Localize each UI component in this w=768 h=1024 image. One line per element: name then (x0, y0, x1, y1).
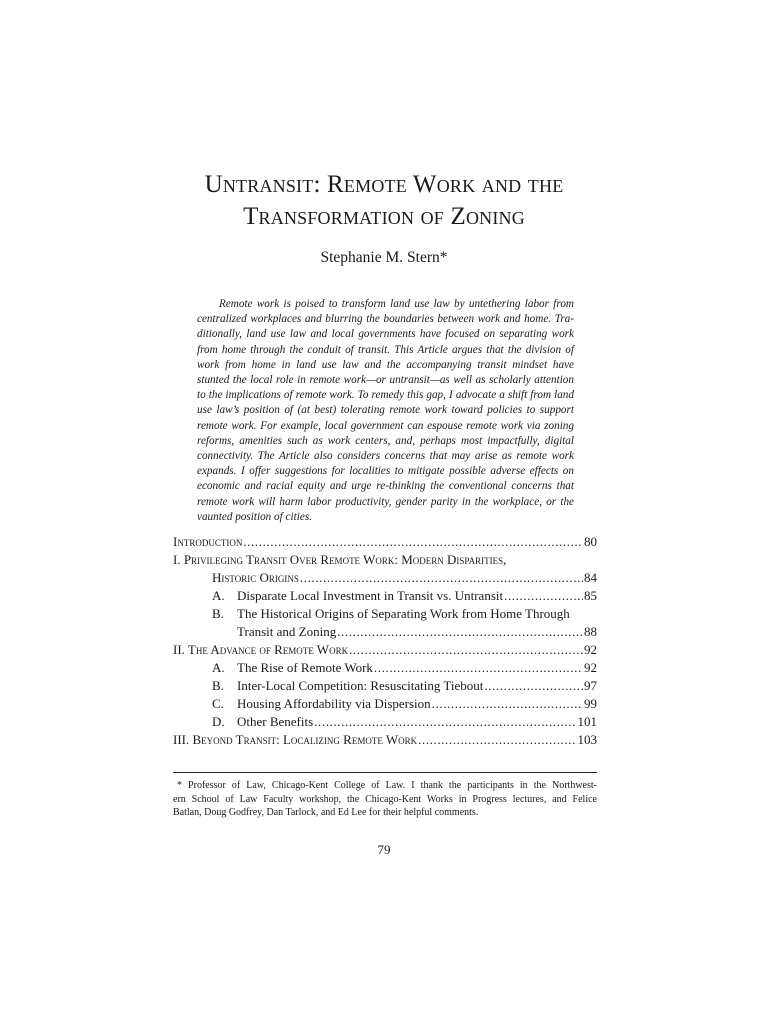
toc-leader-dots (300, 569, 583, 587)
abstract-line: from home through the conduit of transit. This Article argues that the division of (197, 343, 574, 356)
toc-entry-label: Transit and Zoning (237, 624, 337, 639)
toc-entry-label: The Historical Origins of Separating Work from Home Through (237, 606, 570, 621)
toc-page-number: 80 (584, 534, 597, 549)
author-name: Stephanie M. Stern* (320, 249, 448, 266)
toc-entry-label: Introduction (173, 534, 243, 549)
abstract-line: connectivity. The Article also considers concerns that may arise as remote work (197, 450, 574, 463)
table-of-contents (173, 533, 597, 749)
abstract-line: expands. I offer suggestions for localities to mitigate possible adverse effects on (197, 465, 574, 478)
toc-entry-part-2-c[interactable] (173, 695, 597, 713)
toc-entry-part-2-b[interactable] (173, 677, 597, 695)
toc-page-number: 103 (577, 732, 597, 747)
abstract (197, 297, 574, 525)
abstract-line: reforms, amenities such as work centers, and, perhaps most impactfully, digital (197, 434, 574, 447)
toc-entry-label: The Rise of Remote Work (237, 660, 373, 675)
toc-entry-introduction[interactable] (173, 533, 597, 551)
abstract-line: stunted the local role in remote work—or untransit—as well as scholarly attention (197, 374, 574, 387)
toc-entry-letter: B. (212, 606, 224, 621)
toc-entry-part-1-a[interactable] (173, 587, 597, 605)
toc-page-number: 85 (584, 588, 597, 603)
toc-entry-label: Historic Origins (212, 570, 299, 585)
abstract-line: ditionally, land use law and local governments have focused on separating work (197, 328, 574, 341)
toc-entry-letter: C. (212, 696, 224, 711)
abstract-line: remote work will harm labor productivity, gender parity in the workplace, or the (197, 495, 574, 508)
toc-entry-letter: A. (212, 660, 225, 675)
toc-leader-dots (243, 533, 583, 551)
toc-entry-part-2-a[interactable] (173, 659, 597, 677)
abstract-line: remote work. For example, local government can espouse remote work via zoning (197, 419, 574, 432)
author-footnote (173, 779, 597, 820)
toc-entry-part-1-b[interactable] (173, 623, 597, 641)
toc-entry-label: Inter-Local Competition: Resuscitating Tiebout (237, 678, 484, 693)
toc-leader-dots (349, 641, 583, 659)
abstract-line: economic and racial equity and urge re-thinking the conventional concerns that (197, 480, 574, 493)
toc-page-number: 84 (584, 570, 597, 585)
toc-entry-letter: D. (212, 714, 225, 729)
footnote-line: * Professor of Law, Chicago-Kent College of Law. I thank the participants in the Northwest- (177, 780, 597, 791)
page-number: 79 (377, 842, 391, 857)
toc-leader-dots (374, 659, 583, 677)
toc-entry-part-2[interactable] (173, 641, 597, 659)
toc-entry-letter: A. (212, 588, 225, 603)
toc-page-number: 88 (584, 624, 597, 639)
footnote-divider (173, 772, 597, 773)
toc-entry-part-3[interactable] (173, 731, 597, 749)
toc-leader-dots (484, 677, 583, 695)
toc-leader-dots (504, 587, 583, 605)
toc-page-number: 97 (584, 678, 597, 693)
abstract-line: work from home in land use law and the accompanying transit mindset have (197, 358, 574, 371)
article-title-line-2: Transformation of Zoning (243, 203, 525, 230)
footnote-line: ern School of Law Faculty workshop, the Chicago-Kent Works in Progress lectures, and Felice (173, 793, 597, 805)
toc-page-number: 92 (584, 642, 597, 657)
toc-entry-label: Housing Affordability via Dispersion (237, 696, 431, 711)
footnote-line: Batlan, Doug Godfrey, Dan Tarlock, and Ed Lee for their helpful comments. (173, 807, 479, 818)
toc-entry-label: III. Beyond Transit: Localizing Remote Work (173, 732, 418, 747)
toc-page-number: 92 (584, 660, 597, 675)
abstract-line: use law’s position of (at best) tolerating remote work toward policies to support (197, 404, 574, 417)
toc-entry-label: Disparate Local Investment in Transit vs. Untransit (237, 588, 504, 603)
abstract-line: to the implications of remote work. To remedy this gap, I advocate a shift from land (197, 389, 574, 402)
toc-entry-part-1[interactable] (173, 569, 597, 587)
toc-page-number: 99 (584, 696, 597, 711)
abstract-line: vaunted position of cities. (197, 510, 312, 523)
toc-entry-part-1-line-1[interactable]: I. Privileging Transit Over Remote Work: Modern Disparities, (173, 552, 507, 567)
toc-entry-label: II. The Advance of Remote Work (173, 642, 349, 657)
toc-entry-letter: B. (212, 678, 224, 693)
article-title-line-1: Untransit: Remote Work and the (204, 171, 564, 198)
toc-page-number: 101 (577, 714, 597, 729)
abstract-line: Remote work is poised to transform land use law by untethering labor from (219, 298, 574, 310)
toc-leader-dots (418, 731, 576, 749)
toc-entry-part-2-d[interactable] (173, 713, 597, 731)
toc-leader-dots (337, 623, 583, 641)
toc-leader-dots (432, 695, 583, 713)
toc-entry-label: Other Benefits (237, 714, 314, 729)
abstract-line: centralized workplaces and blurring the boundaries between work and home. Tra- (197, 313, 574, 326)
toc-entry-part-1-b-line-1[interactable] (173, 605, 597, 623)
toc-leader-dots (314, 713, 576, 731)
